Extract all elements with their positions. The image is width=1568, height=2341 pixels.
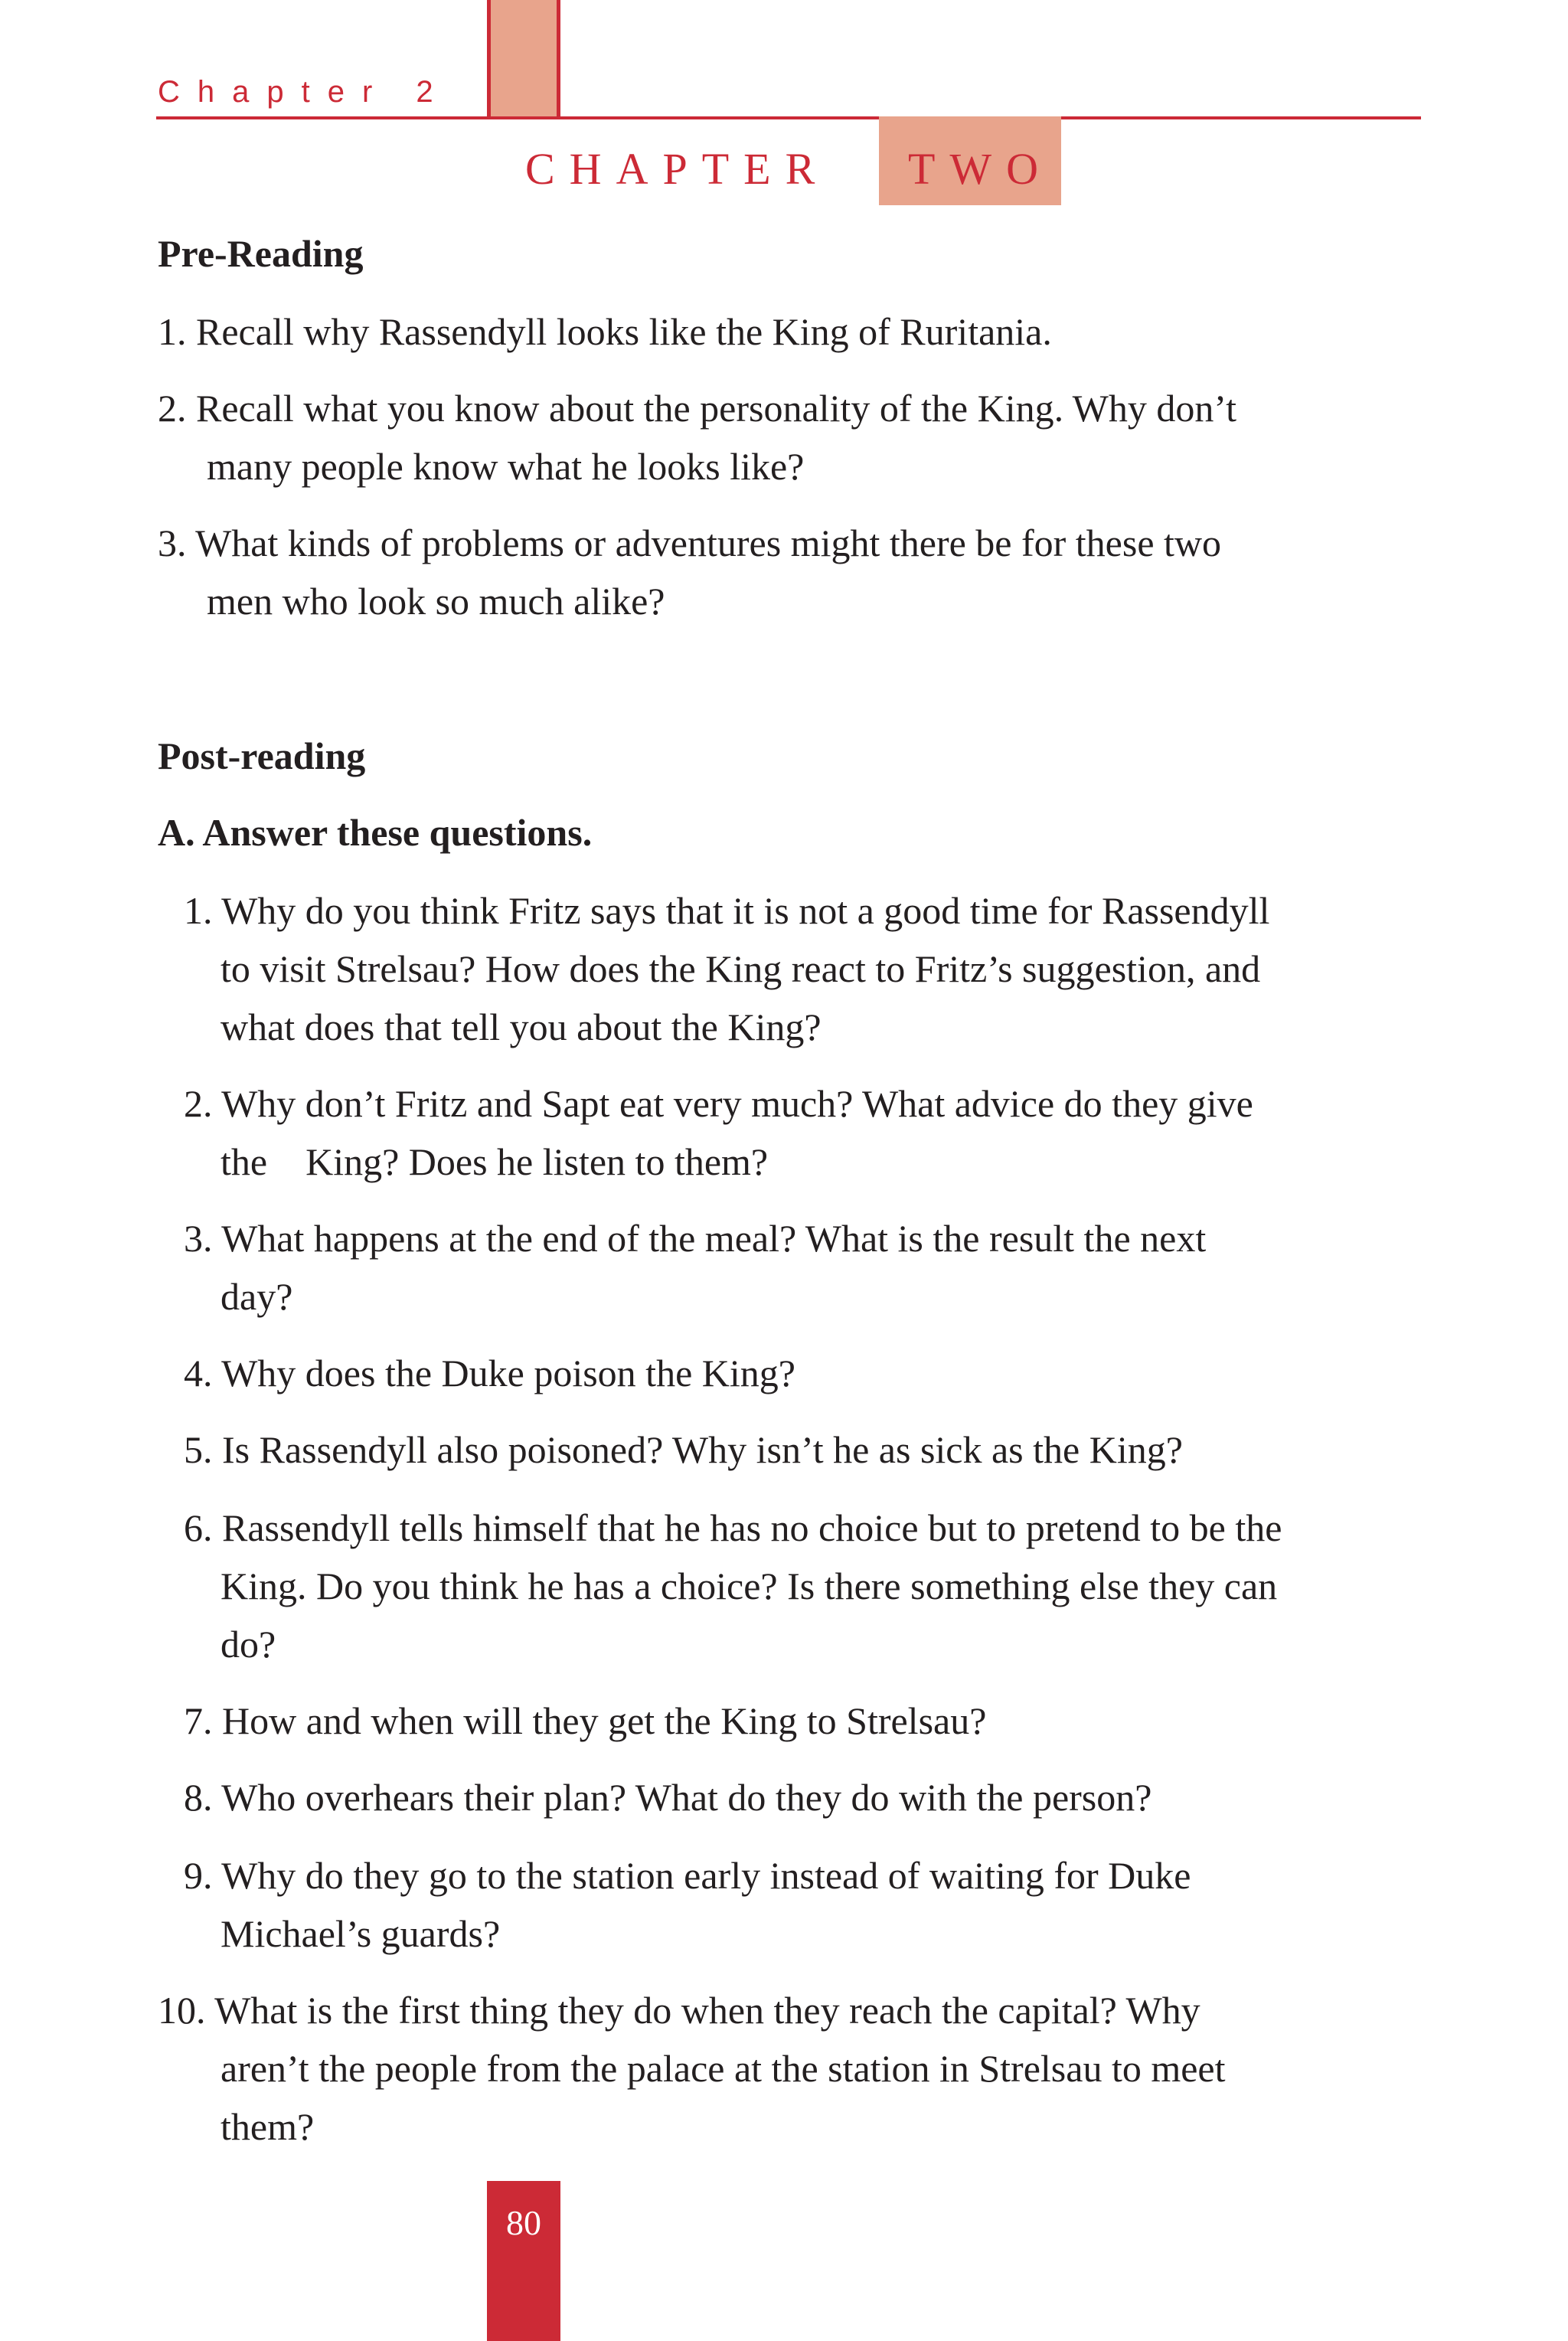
post-q1-line2: to visit Strelsau? How does the King react to Fritz’s suggestion, and: [220, 947, 1261, 990]
post-q4-line1: 4. Why does the Duke poison the King?: [184, 1352, 795, 1394]
chapter-title: CHAPTER: [525, 144, 830, 194]
pre-reading-heading: Pre-Reading: [158, 232, 364, 275]
pre-q1-line1: 1. Recall why Rassendyll looks like the King of Ruritania.: [158, 310, 1052, 353]
header-rule: [156, 116, 1421, 119]
page-number: 80: [506, 2203, 541, 2242]
post-q10-line2: aren’t the people from the palace at the station in Strelsau to meet: [220, 2047, 1226, 2090]
post-q10-line3: them?: [220, 2105, 315, 2148]
post-q5-line1: 5. Is Rassendyll also poisoned? Why isn’t he as sick as the King?: [184, 1428, 1183, 1471]
post-q2-line1: 2. Why don’t Fritz and Sapt eat very much? What advice do they give: [184, 1082, 1253, 1125]
pre-q3-line1: 3. What kinds of problems or adventures might there be for these two: [158, 521, 1222, 564]
post-q2-line2: the King? Does he listen to them?: [220, 1140, 769, 1183]
running-head: Chapter 2: [158, 75, 451, 109]
chapter-title-number: TWO: [908, 144, 1054, 194]
section-a-heading: A. Answer these questions.: [158, 811, 593, 854]
post-q1-line3: what does that tell you about the King?: [220, 1005, 822, 1048]
post-q8-line1: 8. Who overhears their plan? What do they do with the person?: [184, 1776, 1152, 1819]
pre-q2-line1: 2. Recall what you know about the personality of the King. Why don’t: [158, 387, 1237, 430]
post-q10-line1: 10. What is the first thing they do when they reach the capital? Why: [158, 1989, 1200, 2032]
post-q1-line1: 1. Why do you think Fritz says that it is not a good time for Rassendyll: [184, 889, 1270, 932]
post-q9-line2: Michael’s guards?: [220, 1912, 501, 1955]
post-q6-line3: do?: [220, 1623, 276, 1666]
post-reading-heading: Post-reading: [158, 734, 366, 777]
top-decorative-tab: [487, 0, 560, 119]
post-q3-line2: day?: [220, 1275, 293, 1318]
post-q6-line1: 6. Rassendyll tells himself that he has no choice but to pretend to be the: [184, 1506, 1282, 1549]
post-q3-line1: 3. What happens at the end of the meal? What is the result the next: [184, 1217, 1207, 1260]
pre-q2-line2: many people know what he looks like?: [207, 445, 805, 488]
pre-q3-line2: men who look so much alike?: [207, 580, 665, 623]
post-q6-line2: King. Do you think he has a choice? Is there something else they can: [220, 1564, 1278, 1607]
post-q7-line1: 7. How and when will they get the King to Strelsau?: [184, 1699, 987, 1742]
post-q9-line1: 9. Why do they go to the station early instead of waiting for Duke: [184, 1854, 1191, 1897]
